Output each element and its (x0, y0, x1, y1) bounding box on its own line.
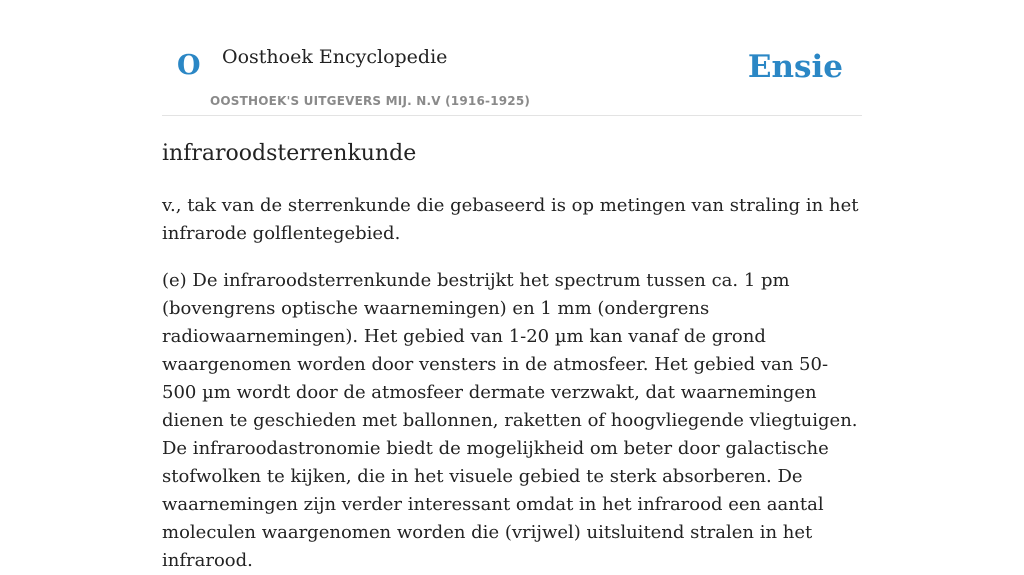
site-header (162, 0, 862, 116)
brand-link[interactable]: Ensie (747, 49, 843, 85)
entry-title: infraroodsterrenkunde (162, 141, 417, 166)
entry-content (162, 136, 862, 575)
publisher-label: OOSTHOEK'S UITGEVERS MIJ. N.V (1916-1925) (210, 94, 531, 108)
site-title[interactable]: Oosthoek Encyclopedie (222, 46, 448, 68)
entry-definition: v., tak van de sterrenkunde die gebaseerd is op metingen van straling in het infrarode golflentegebied. (162, 195, 859, 244)
logo-mark[interactable]: O (177, 50, 201, 81)
entry-body: (e) De infraroodsterrenkunde bestrijkt het spectrum tussen ca. 1 pm (bovengrens optische waarnemingen) en 1 mm (ondergrens radiowaarnemingen). Het gebied van 1-20 µm kan vanaf de grond waargenomen worden door vensters in de atmosfeer. Het gebied van 50-500 µm wordt door de atmosfeer dermate verzwakt, dat waarnemingen dienen te geschieden met ballonnen, raketten of hoogvliegende vliegtuigen. De infraroodastronomie biedt de mogelijkheid om beter door galactische stofwolken te kijken, die in het visuele gebied te sterk absorberen. De waarnemingen zijn verder interessant omdat in het infrarood een aantal moleculen waargenomen worden die (vrijwel) uitsluitend stralen in het infrarood. (162, 270, 858, 571)
